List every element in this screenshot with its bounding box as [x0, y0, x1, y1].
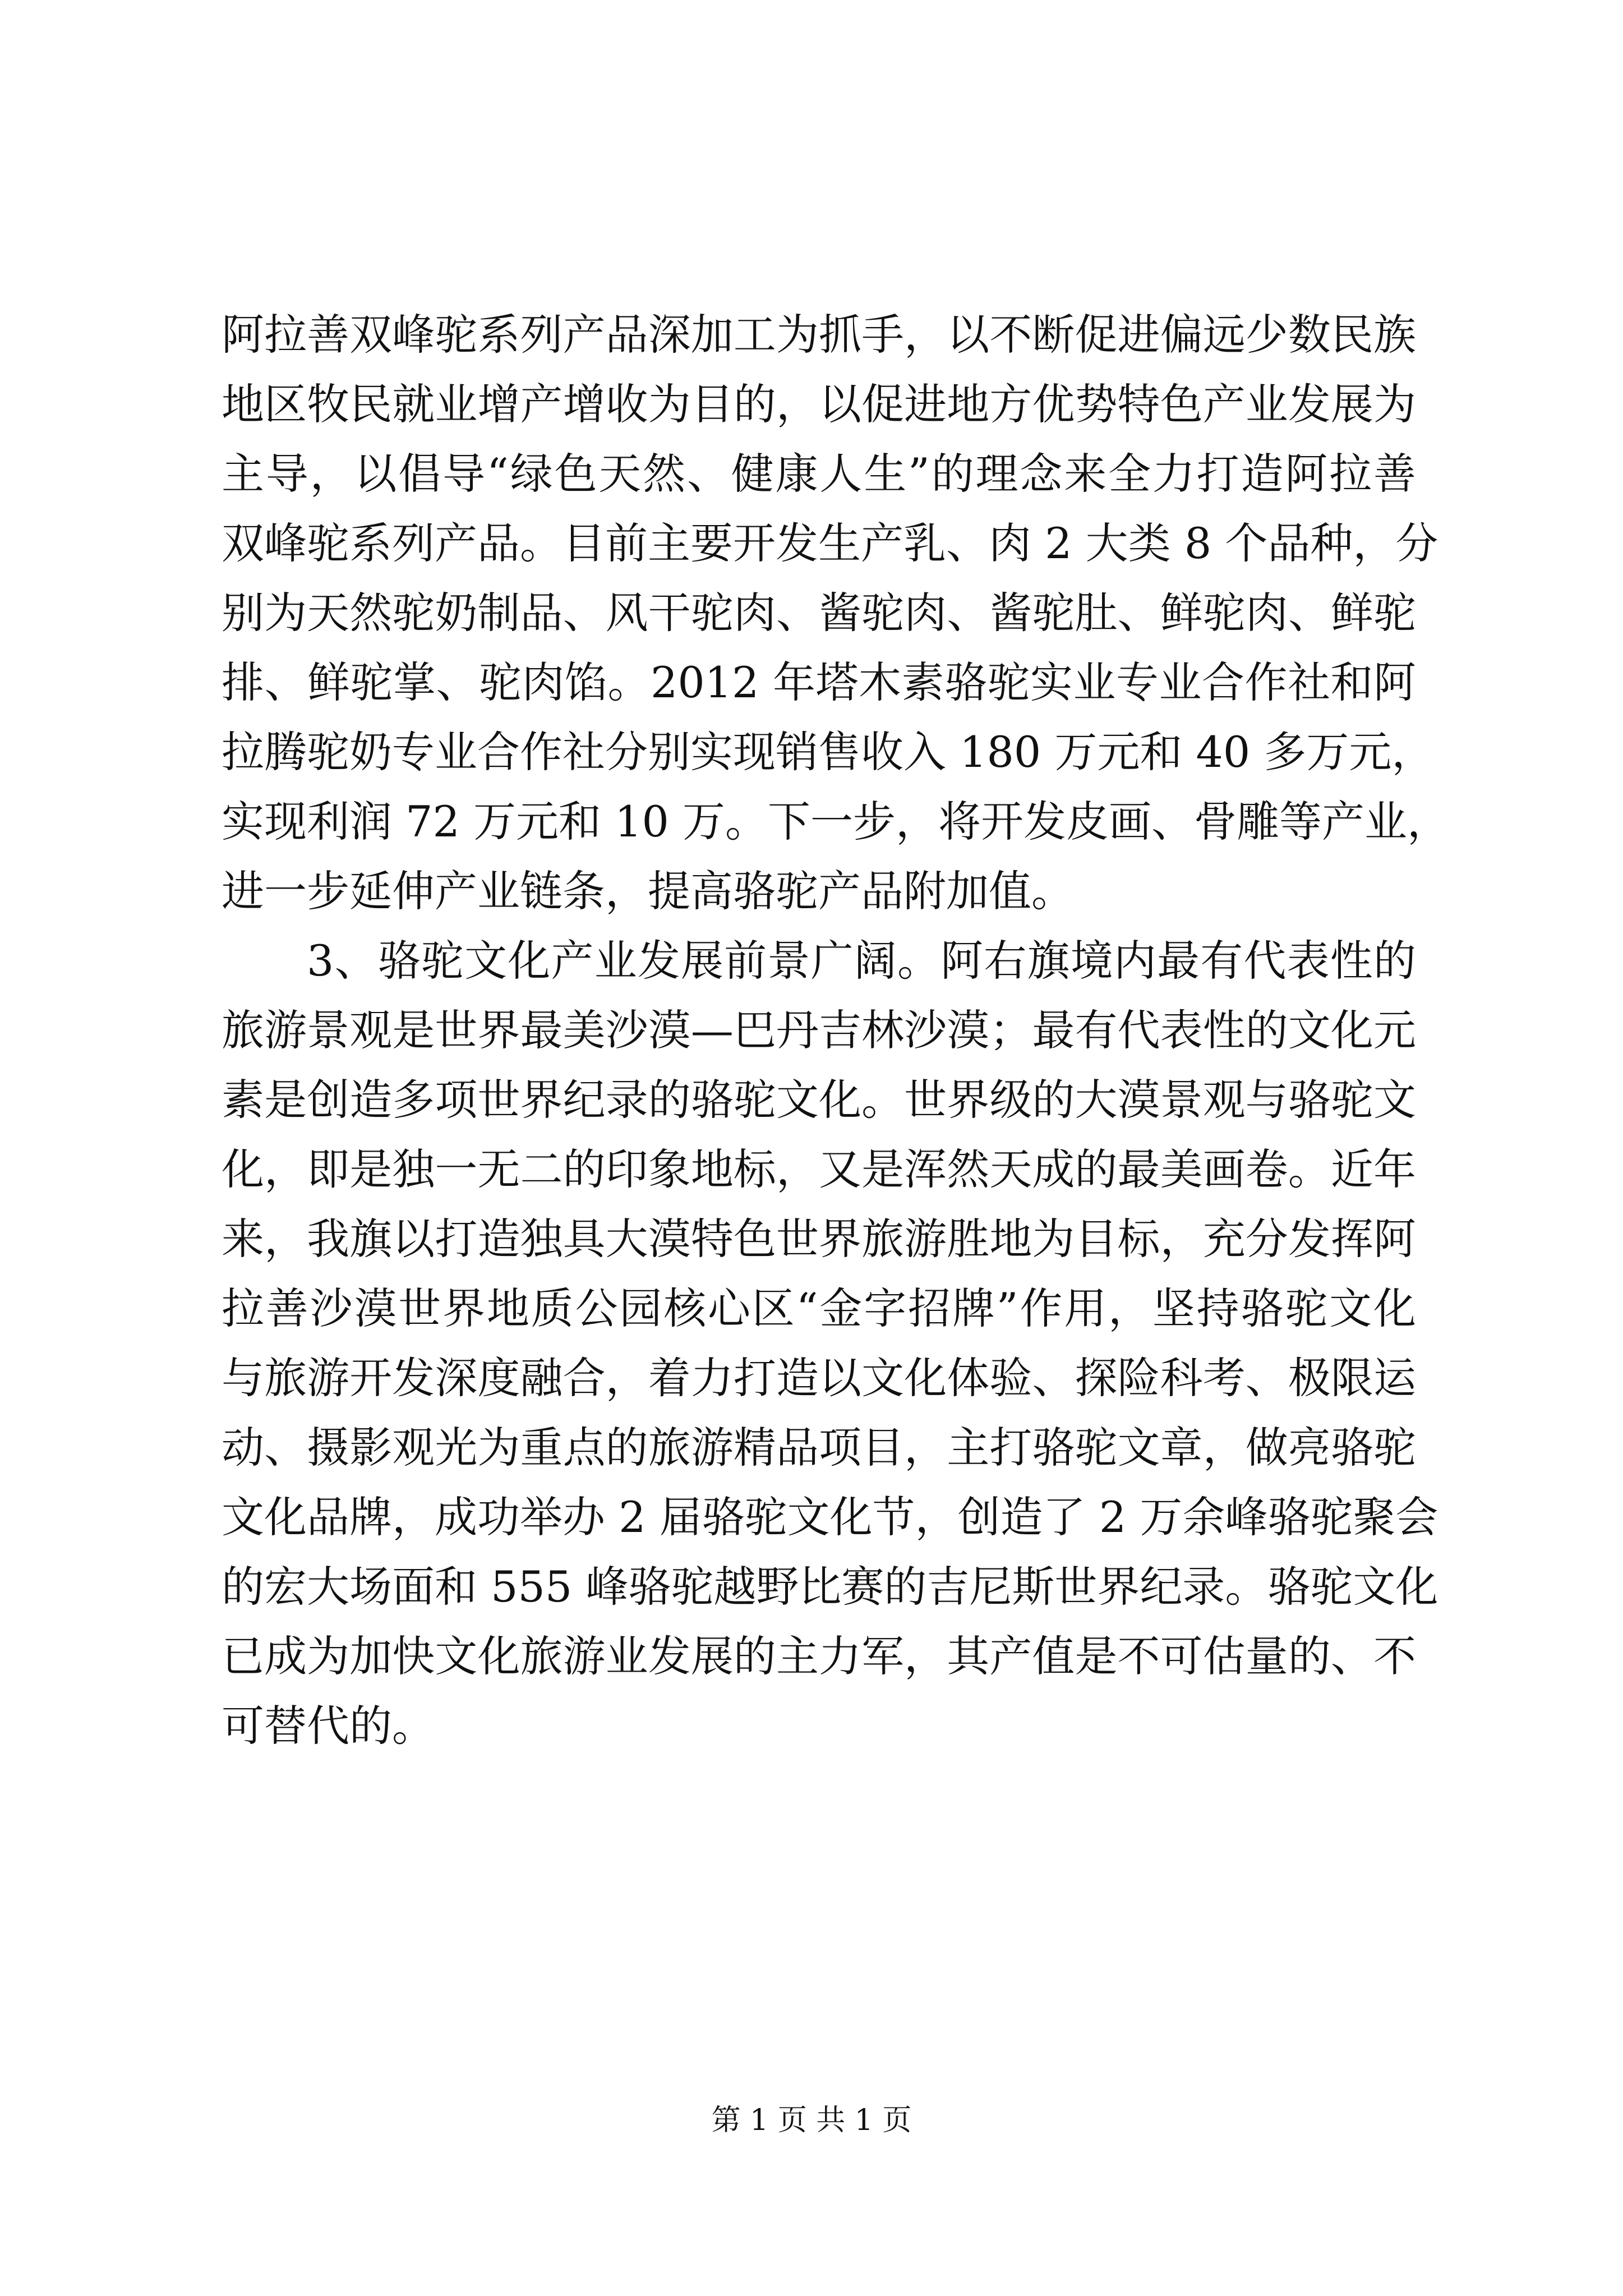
text-line: 与旅游开发深度融合，着力打造以文化体验、探险科考、极限运: [222, 1353, 1416, 1403]
text-line: 动、摄影观光为重点的旅游精品项目，主打骆驼文章，做亮骆驼: [222, 1423, 1416, 1473]
text-line: 素是创造多项世界纪录的骆驼文化。世界级的大漠景观与骆驼文: [222, 1075, 1416, 1125]
text-line: 阿拉善双峰驼系列产品深加工为抓手，以不断促进偏远少数民族: [222, 310, 1416, 360]
text-line: 地区牧民就业增产增收为目的，以促进地方优势特色产业发展为: [222, 379, 1416, 429]
text-line: 来，我旗以打造独具大漠特色世界旅游胜地为目标，充分发挥阿: [222, 1214, 1416, 1264]
text-line: 可替代的。: [222, 1701, 435, 1751]
page-footer: 第 1 页 共 1 页: [711, 2104, 912, 2137]
text-line: 文化品牌，成功举办 2 届骆驼文化节，创造了 2 万余峰骆驼聚会: [222, 1492, 1438, 1542]
paragraph-2: [222, 926, 1438, 1761]
text-line: 3、骆驼文化产业发展前景广阔。阿右旗境内最有代表性的: [307, 936, 1416, 986]
text-line: 双峰驼系列产品。目前主要开发生产乳、肉 2 大类 8 个品种，分: [222, 518, 1438, 568]
body-text: [222, 300, 1450, 1761]
text-line: 进一步延伸产业链条，提高骆驼产品附加值。: [222, 866, 1074, 916]
text-line: 旅游景观是世界最美沙漠—巴丹吉林沙漠；最有代表性的文化元: [222, 1005, 1416, 1055]
text-line: 排、鲜驼掌、驼肉馅。2012 年塔木素骆驼实业专业合作社和阿: [222, 657, 1416, 707]
text-line: 的宏大场面和 555 峰骆驼越野比赛的吉尼斯世界纪录。骆驼文化: [222, 1562, 1438, 1612]
text-line: 拉善沙漠世界地质公园核心区“金字招牌”作用，坚持骆驼文化: [222, 1283, 1416, 1333]
text-line: 主导，以倡导“绿色天然、健康人生”的理念来全力打造阿拉善: [222, 449, 1416, 499]
text-line: 化，即是独一无二的印象地标，又是浑然天成的最美画卷。近年: [222, 1144, 1416, 1194]
text-line: 别为天然驼奶制品、风干驼肉、酱驼肉、酱驼肚、鲜驼肉、鲜驼: [222, 588, 1416, 638]
text-line: 实现利润 72 万元和 10 万。下一步，将开发皮画、骨雕等产业，: [222, 797, 1450, 846]
text-line: 已成为加快文化旅游业发展的主力军，其产值是不可估量的、不: [222, 1631, 1416, 1681]
text-line: 拉腾驼奶专业合作社分别实现销售收入 180 万元和 40 多万元，: [222, 727, 1435, 777]
paragraph-1: [222, 300, 1450, 926]
